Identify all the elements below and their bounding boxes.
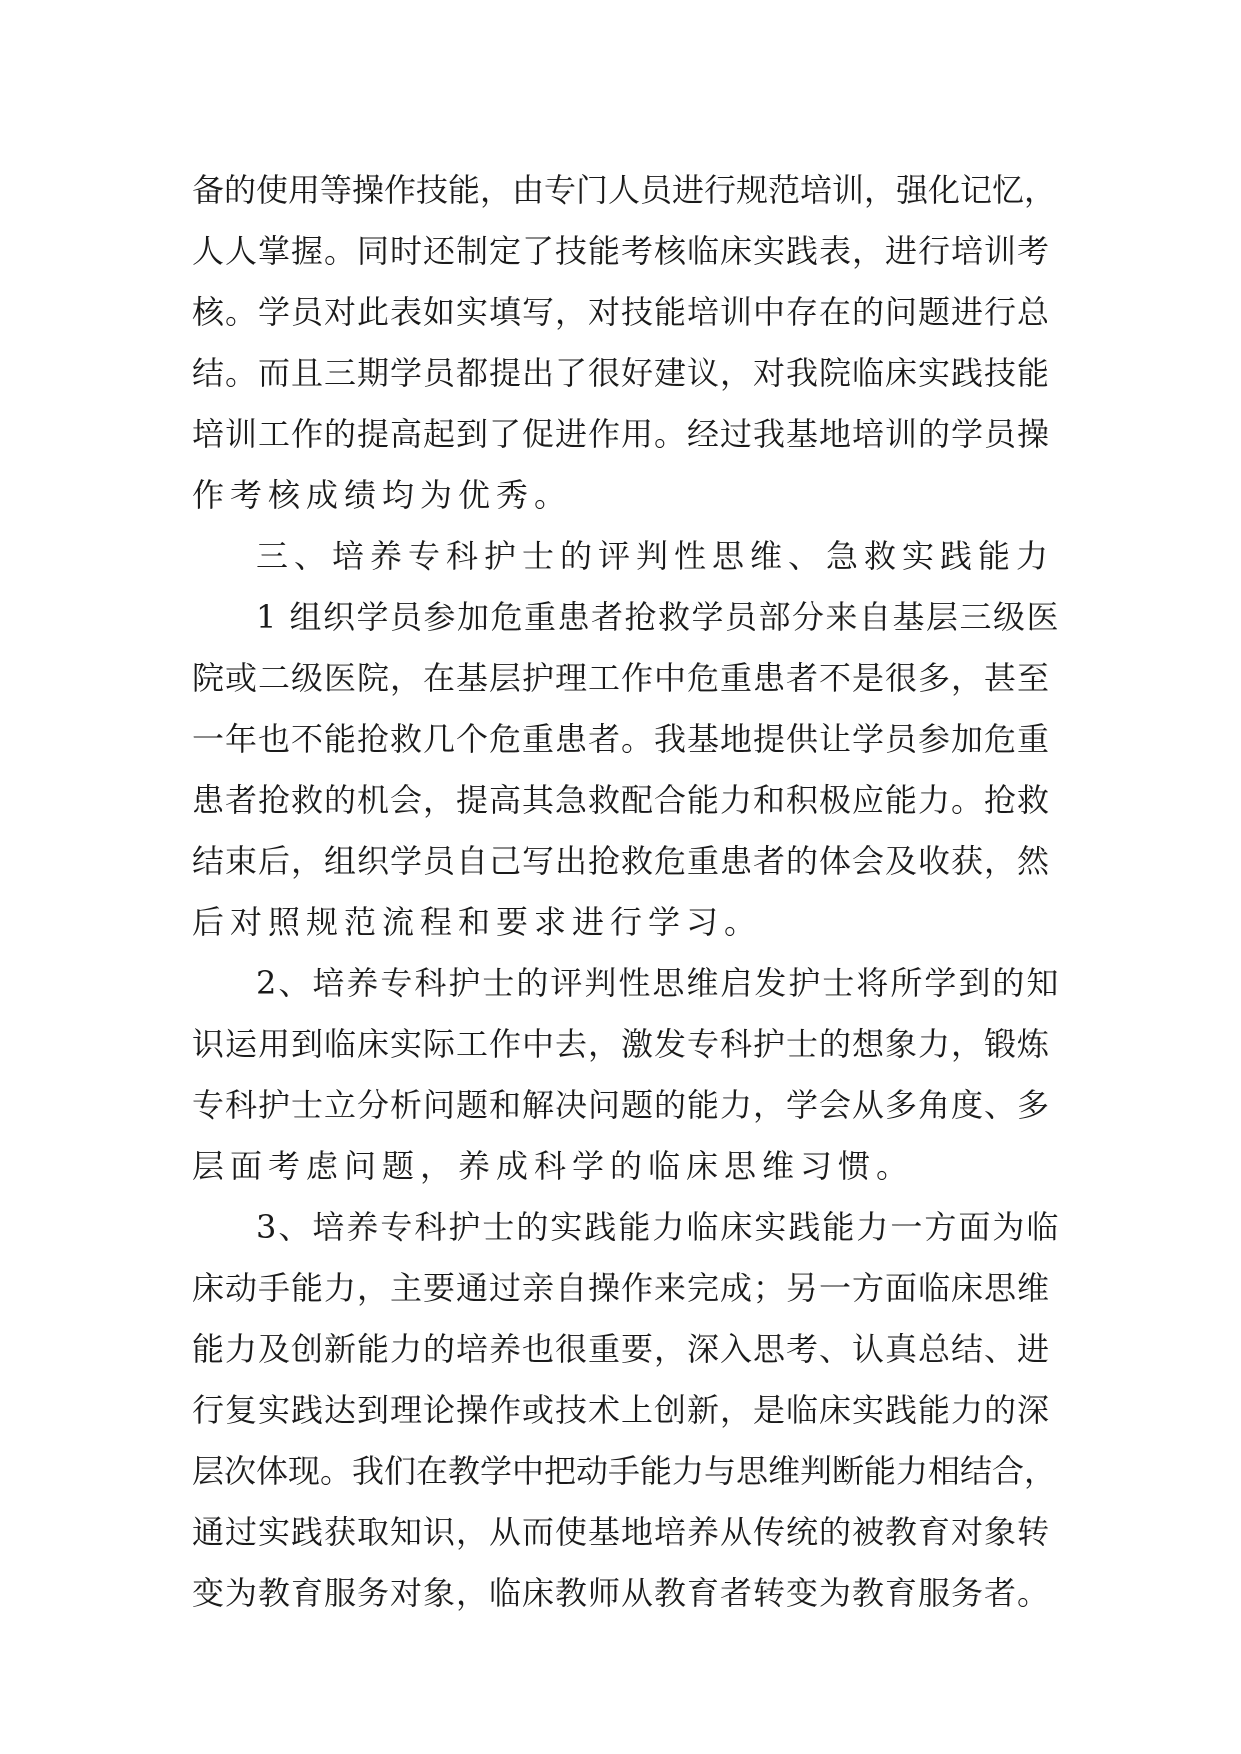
text-line: 识运用到临床实际工作中去，激发专科护士的想象力，锻炼	[192, 1025, 1051, 1063]
text-line: 备的使用等操作技能，由专门人员进行规范培训，强化记忆，	[192, 171, 1057, 209]
paragraph-start: 1 组织学员参加危重患者抢救学员部分来自基层三级医	[256, 598, 1061, 636]
text-line: 结。而且三期学员都提出了很好建议，对我院临床实践技能	[192, 354, 1051, 392]
paragraph-start: 2、培养专科护士的评判性思维启发护士将所学到的知	[256, 964, 1061, 1002]
text-line: 床动手能力，主要通过亲自操作来完成；另一方面临床思维	[192, 1269, 1051, 1307]
paragraph-start: 3、培养专科护士的实践能力临床实践能力一方面为临	[256, 1208, 1061, 1246]
text-line: 专科护士立分析问题和解决问题的能力，学会从多角度、多	[192, 1086, 1051, 1124]
text-line: 人人掌握。同时还制定了技能考核临床实践表，进行培训考	[192, 232, 1051, 270]
text-line: 作考核成绩均为优秀。	[192, 476, 573, 514]
text-line: 变为教育服务对象，临床教师从教育者转变为教育服务者。	[192, 1574, 1051, 1612]
text-line: 一年也不能抢救几个危重患者。我基地提供让学员参加危重	[192, 720, 1051, 758]
text-line: 后对照规范流程和要求进行学习。	[192, 903, 763, 941]
text-line: 层次体现。我们在教学中把动手能力与思维判断能力相结合，	[192, 1452, 1057, 1490]
section-heading: 三、培养专科护士的评判性思维、急救实践能力	[256, 537, 1055, 575]
text-line: 培训工作的提高起到了促进作用。经过我基地培训的学员操	[192, 415, 1051, 453]
text-line: 核。学员对此表如实填写，对技能培训中存在的问题进行总	[192, 293, 1051, 331]
text-line: 层面考虑问题，养成科学的临床思维习惯。	[192, 1147, 915, 1185]
text-line: 能力及创新能力的培养也很重要，深入思考、认真总结、进	[192, 1330, 1051, 1368]
text-line: 院或二级医院，在基层护理工作中危重患者不是很多，甚至	[192, 659, 1051, 697]
text-line: 患者抢救的机会，提高其急救配合能力和积极应能力。抢救	[192, 781, 1051, 819]
text-line: 行复实践达到理论操作或技术上创新，是临床实践能力的深	[192, 1391, 1051, 1429]
text-line: 结束后，组织学员自己写出抢救危重患者的体会及收获，然	[192, 842, 1051, 880]
document-body	[192, 160, 1062, 1624]
text-line: 通过实践获取知识，从而使基地培养从传统的被教育对象转	[192, 1513, 1051, 1551]
